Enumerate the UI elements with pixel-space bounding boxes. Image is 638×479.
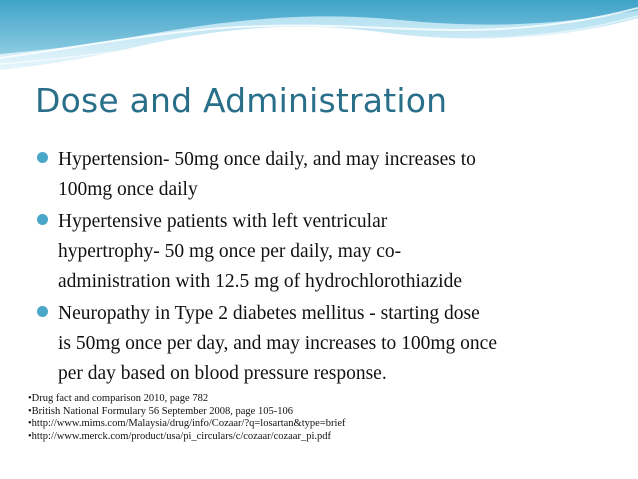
bullet-list: [37, 145, 617, 391]
bullet-line: per day based on blood pressure response.: [58, 363, 387, 384]
bullet-item: [37, 299, 617, 389]
bullet-dot-icon: [37, 214, 48, 225]
header-wave-decoration: [0, 0, 638, 80]
reference-link: •http://www.merck.com/product/usa/pi_circulars/c/cozaar/cozaar_pi.pdf: [28, 430, 332, 442]
slide-title: Dose and Administration: [35, 81, 448, 120]
bullet-dot-icon: [37, 152, 48, 163]
reference-item: •Drug fact and comparison 2010, page 782: [28, 393, 209, 404]
bullet-line: Neuropathy in Type 2 diabetes mellitus - starting dose: [58, 303, 480, 324]
bullet-line: 100mg once daily: [58, 179, 198, 200]
bullet-line: Hypertensive patients with left ventricular: [58, 211, 388, 232]
bullet-line: Hypertension- 50mg once daily, and may increases to: [58, 149, 476, 170]
bullet-line: is 50mg once per day, and may increases to 100mg once: [58, 333, 497, 354]
bullet-item: [37, 207, 617, 297]
references: [28, 393, 346, 443]
reference-item: •British National Formulary 56 September 2008, page 105-106: [28, 405, 293, 417]
bullet-line: administration with 12.5 mg of hydrochlorothiazide: [58, 271, 463, 292]
bullet-dot-icon: [37, 306, 48, 317]
bullet-item: [37, 145, 617, 205]
bullet-line: hypertrophy- 50 mg once per daily, may co-: [58, 241, 402, 262]
reference-link: •http://www.mims.com/Malaysia/drug/info/Cozaar/?q=losartan&type=brief: [28, 418, 346, 429]
